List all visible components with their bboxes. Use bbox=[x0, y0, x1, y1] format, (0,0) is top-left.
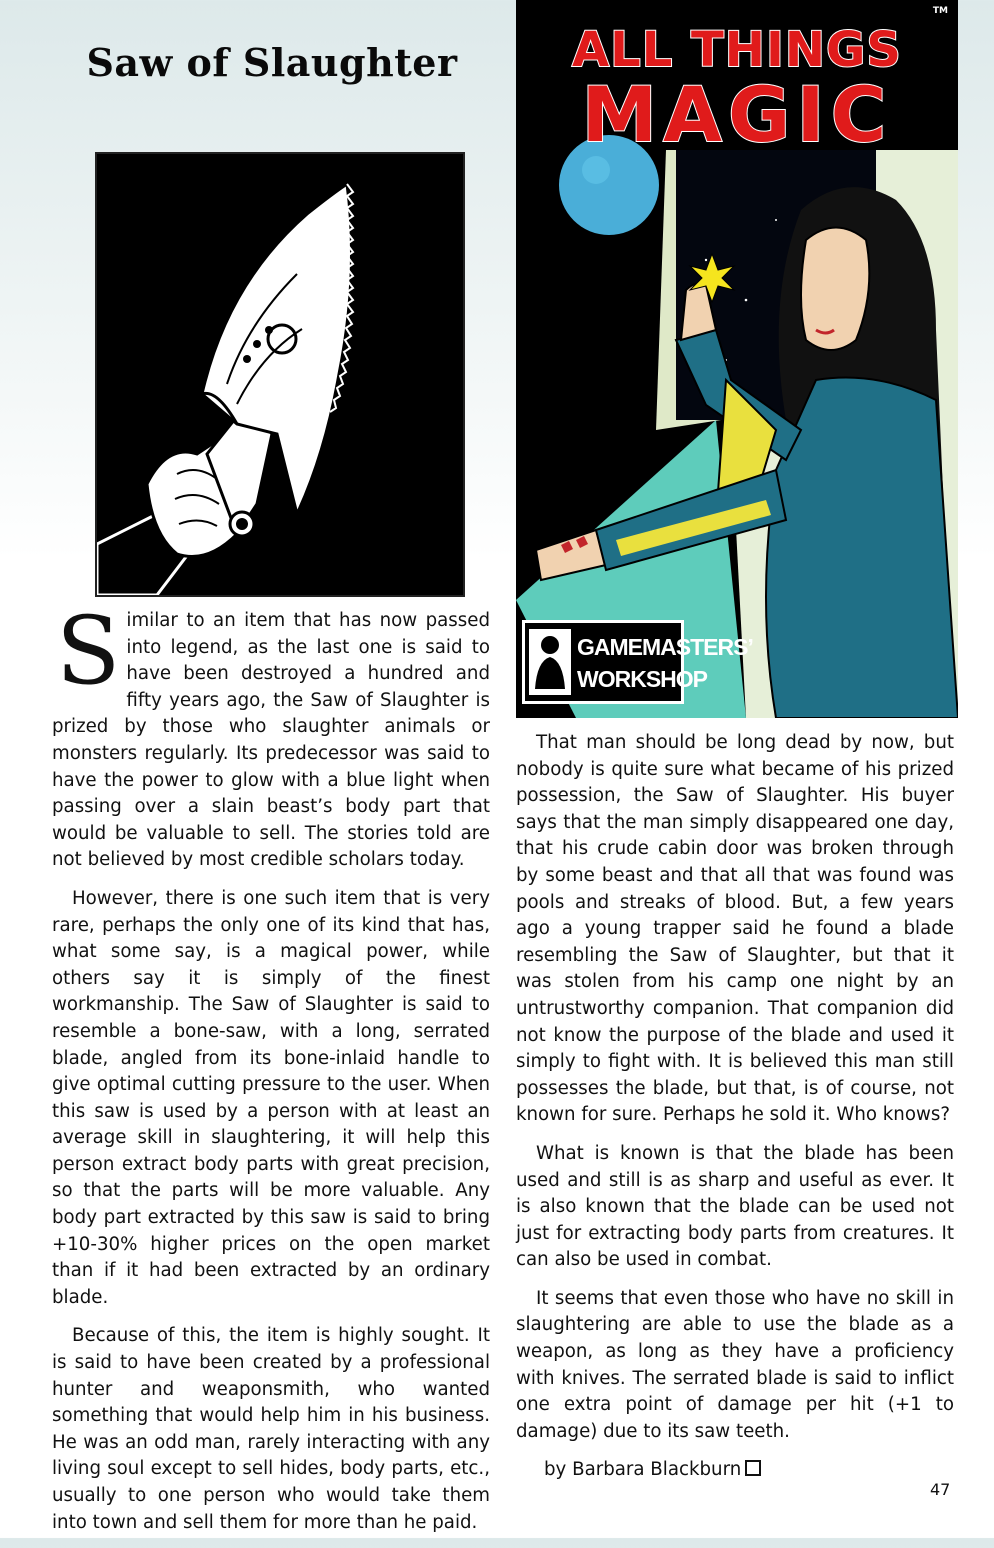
left-column bbox=[52, 597, 490, 1548]
advertisement-cover bbox=[516, 0, 958, 718]
saw-drawing bbox=[97, 154, 463, 595]
trademark-mark: TM bbox=[932, 6, 948, 16]
paragraph: It seems that even those who have no skill in slaughtering are able to use the blade as a weapon, as long as they have a proficiency with knives. The serrated blade is said to inflict one extra point of damage per hit (+1 to damage) due to its saw teeth. bbox=[516, 1287, 954, 1442]
right-column bbox=[516, 730, 954, 1484]
logo-line1: GAMEMASTERS’ bbox=[577, 634, 753, 660]
paragraph bbox=[52, 597, 490, 874]
end-mark-icon bbox=[745, 1460, 761, 1476]
page-number: 47 bbox=[930, 1480, 951, 1499]
paragraph-text: imilar to an item that has now passed into legend, as the last one is said to have been destroyed a hundred and fifty years ago, the Saw of Slaughter is prized by those who slaughter animals or monsters regularly. Its predecessor was said to have the power to glow with a blue light when passing over a slain beast’s body part that would be valuable to sell. The stories told are not believed by most credible scholars today. bbox=[52, 610, 490, 871]
logo-text bbox=[577, 631, 753, 695]
cover-title-line1: ALL THINGS bbox=[572, 22, 902, 78]
article-title: Saw of Slaughter bbox=[86, 40, 458, 85]
paragraph: What is known is that the blade has been used and still is as sharp and useful as ever. It is also known that the blade can be used not just for extracting body parts from creatures. It can also be used in combat. bbox=[516, 1142, 954, 1271]
saw-illustration bbox=[95, 152, 465, 597]
byline-text: by Barbara Blackburn bbox=[544, 1459, 742, 1481]
cover-title-line2: MAGIC bbox=[581, 70, 893, 159]
paragraph: However, there is one such item that is very rare, perhaps the only one of its kind that has, what some say, is a magical power, while others say it is simply of the finest workmanship. The Saw of Slaughter is said to resemble a bone-saw, with a long, serrated blade, angled from its bone-inlaid handle to give optimal cutting pressure to the user. When this saw is used by a person with at least an average skill in slaughtering, it will help this person extract body parts with great precision, so that the parts will be more valuable. Any body part extracted by this saw is said to bring +10-30% higher prices on the open market than if it had been extracted by an ordinary blade. bbox=[52, 887, 490, 1308]
byline bbox=[516, 1457, 954, 1484]
paragraph: Because of this, the item is highly sought. It is said to have been created by a professional hunter and weaponsmith, who wanted something that would help him in his business. He was an odd man, rarely interacting with any living soul except to sell hides, body parts, etc., usually to one person who would take them into town and sell them for more than he paid. bbox=[52, 1325, 490, 1533]
drop-cap: S bbox=[56, 597, 121, 706]
publisher-logo bbox=[522, 620, 753, 704]
paragraph: That man should be long dead by now, but nobody is quite sure what became of his prized possession, the Saw of Slaughter. His buyer says that the man simply disappeared one day, that his crude cabin door was broken through by some beast and that all that was found was pools and streaks of blood. But, a few years ago a young trapper said he found a blade resembling the Saw of Slaughter, but that it was stolen from his camp one night by an untrustworthy companion. That companion did not know the purpose of the blade and used it simply to fight with. It is believed this man still possesses the blade, but that, is of course, not known for sure. Perhaps he sold it. Who knows? bbox=[516, 732, 954, 1126]
logo-figure-icon bbox=[529, 629, 571, 695]
logo-line2: WORKSHOP bbox=[577, 666, 707, 692]
